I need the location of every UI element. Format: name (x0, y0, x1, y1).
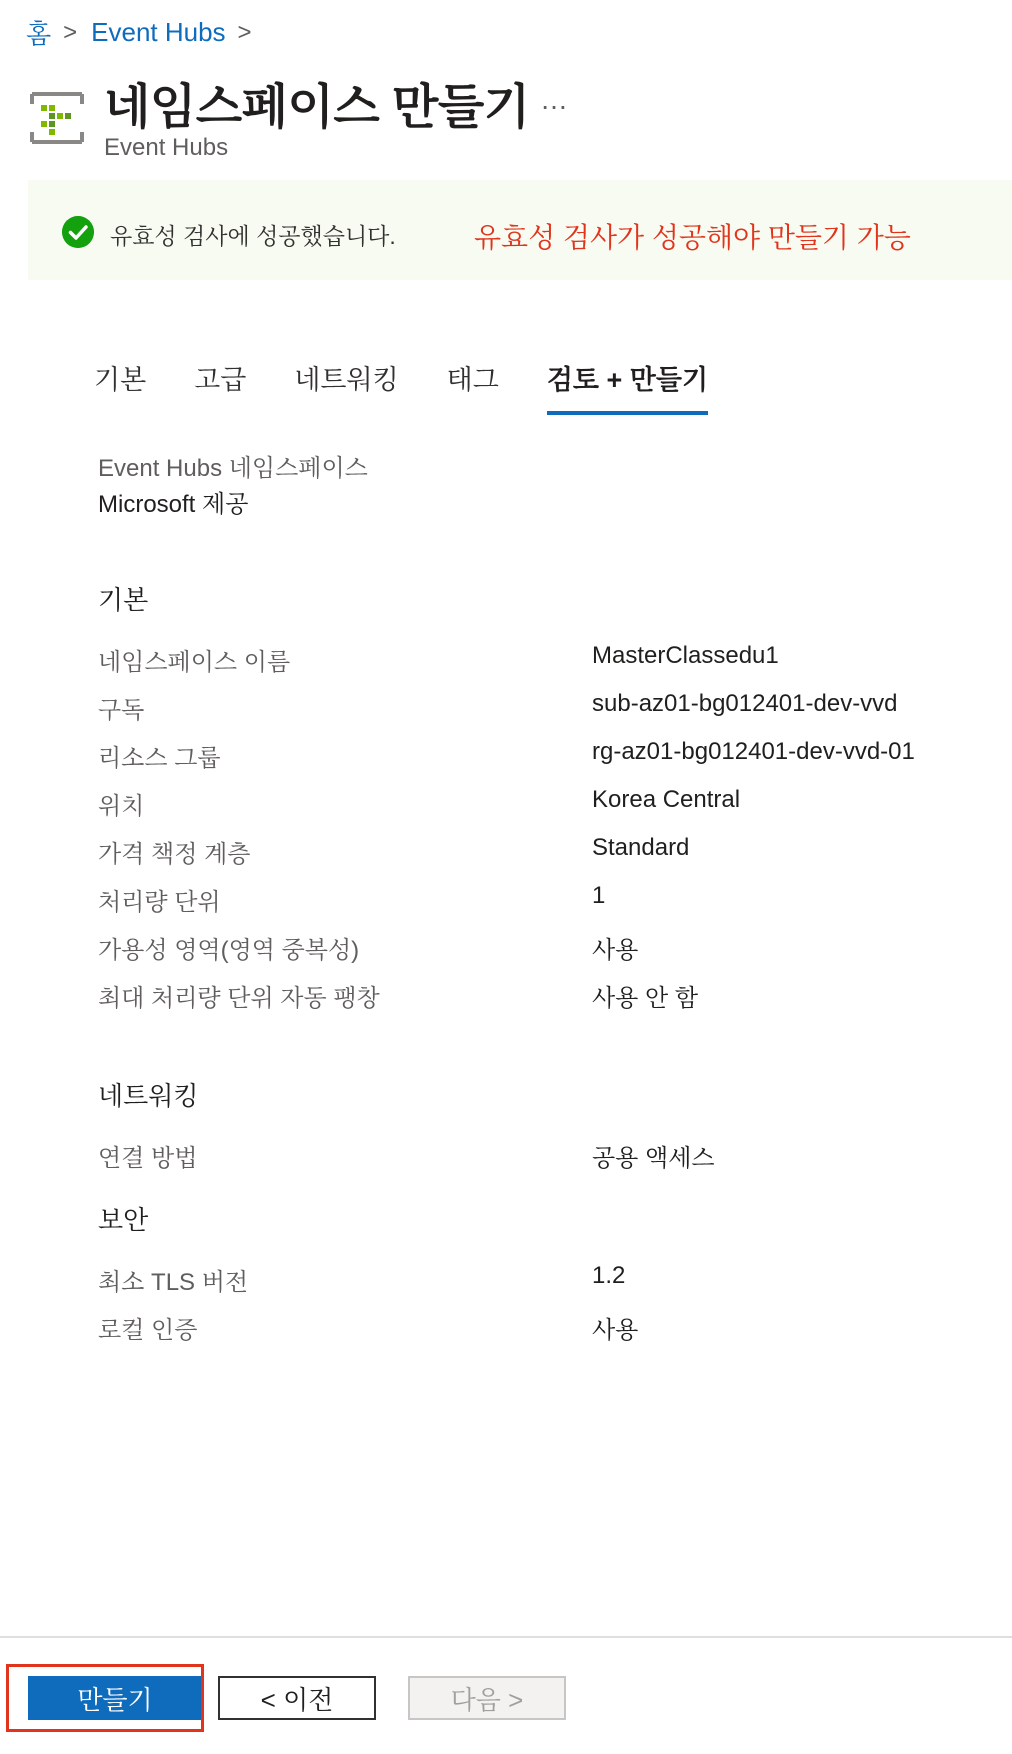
annotation-note: 유효성 검사가 성공해야 만들기 가능 (474, 222, 911, 253)
section-heading-security: 보안 (98, 1205, 149, 1235)
summary-row (98, 1138, 998, 1172)
summary-row (98, 978, 998, 1012)
product-provider: Microsoft 제공 (98, 491, 249, 518)
row-label: 로컬 인증 (98, 1317, 198, 1344)
row-label: 연결 방법 (98, 1145, 198, 1172)
section-heading-basics: 기본 (98, 585, 149, 615)
previous-button[interactable]: < 이전 (218, 1676, 376, 1720)
row-value: MasterClassedu1 (592, 642, 779, 669)
row-value: Korea Central (592, 786, 741, 813)
row-label: 위치 (98, 793, 145, 820)
summary-row (98, 882, 998, 916)
summary-row (98, 1262, 998, 1296)
create-button[interactable]: 만들기 (28, 1676, 202, 1720)
summary-row (98, 690, 998, 724)
breadcrumb-event-hubs-link[interactable]: Event Hubs (91, 17, 226, 47)
row-label: 가격 책정 계층 (98, 841, 251, 868)
more-options-icon[interactable]: … (540, 84, 570, 115)
success-check-icon (62, 216, 94, 248)
validation-message: 유효성 검사에 성공했습니다. (110, 223, 396, 249)
tab-review-create[interactable]: 검토 + 만들기 (547, 358, 708, 415)
row-label: 처리량 단위 (98, 889, 221, 916)
row-value: 1.2 (592, 1262, 626, 1289)
row-value: rg-az01-bg012401-dev-vvd-01 (592, 738, 915, 765)
summary-row (98, 738, 998, 772)
row-label: 구독 (98, 697, 145, 724)
summary-row (98, 930, 998, 964)
tab-bar (94, 358, 756, 415)
section-heading-networking: 네트워킹 (98, 1081, 199, 1111)
page-subtitle: Event Hubs (104, 134, 229, 161)
row-label: 최대 처리량 단위 자동 팽창 (98, 985, 380, 1012)
chevron-right-icon: > (63, 18, 78, 46)
product-name: Event Hubs 네임스페이스 (98, 455, 368, 482)
row-value: sub-az01-bg012401-dev-vvd (592, 690, 898, 717)
tab-tags[interactable]: 태그 (446, 365, 499, 395)
row-value: 사용 안 함 (592, 985, 699, 1012)
tab-basics[interactable]: 기본 (94, 365, 147, 395)
summary-row (98, 1310, 998, 1344)
tab-advanced[interactable]: 고급 (194, 365, 247, 395)
row-value: Standard (592, 834, 690, 861)
breadcrumb (26, 14, 266, 51)
row-value: 1 (592, 882, 606, 909)
row-label: 최소 TLS 버전 (98, 1269, 249, 1296)
row-label: 가용성 영역(영역 중복성) (98, 937, 360, 964)
tab-networking[interactable]: 네트워킹 (294, 365, 399, 395)
annotation-highlight-box (6, 1664, 204, 1732)
summary-row (98, 786, 998, 820)
next-button: 다음 > (408, 1676, 566, 1720)
row-label: 네임스페이스 이름 (98, 649, 291, 676)
page-title: 네임스페이스 만들기 (104, 81, 530, 134)
summary-row (98, 834, 998, 868)
row-label: 리소스 그룹 (98, 745, 221, 772)
row-value: 공용 액세스 (592, 1145, 715, 1172)
chevron-right-icon: > (237, 18, 252, 46)
footer-divider (0, 1636, 1012, 1638)
row-value: 사용 (592, 937, 639, 964)
breadcrumb-home-link[interactable]: 홈 (26, 19, 52, 49)
row-value: 사용 (592, 1317, 639, 1344)
event-hubs-icon (28, 92, 86, 144)
summary-row (98, 642, 998, 676)
